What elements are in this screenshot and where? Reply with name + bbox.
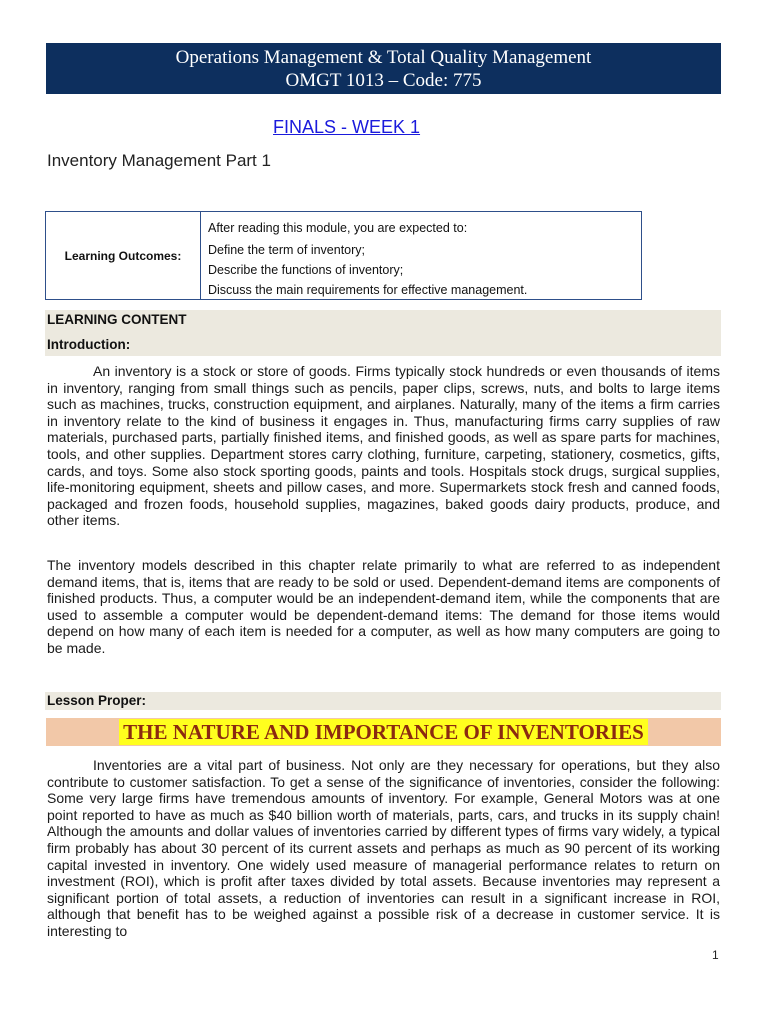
module-subtitle: Inventory Management Part 1 [47, 151, 271, 170]
introduction-paragraph: An inventory is a stock or store of goods. Firms typically stock hundreds or even thousands of items in inventory, ranging from small things such as pencils, paper clips, screws, nuts, and bolts to large items such as machines, trucks, construction equipment, and airplanes. Naturally, many of the items a firm carries in inventory relate to the kind of business it engages in. Thus, manufacturing firms carry supplies of raw materials, purchased parts, partially finished items, and finished goods, as well as spare parts for machines, tools, and other supplies. Department stores carry clothing, furniture, carpeting, stationery, cosmetics, gifts, cards, and toys. Some also stock sporting goods, paints and tools. Hospitals stock drugs, surgical supplies, life-monitoring equipment, sheets and pillow cases, and more. Supermarkets stock fresh and canned foods, packaged and frozen foods, household supplies, magazines, baked goods dairy products, produce, and other items. [47, 363, 720, 529]
finals-week-link[interactable]: FINALS - WEEK 1 [273, 117, 421, 137]
lesson-paragraph: Inventories are a vital part of business. Not only are they necessary for operations, but they also contribute to customer satisfaction. To get a sense of the significance of inventories, consider the following: Some very large firms have tremendous amounts of inventory. For example, General Motors was at one point reported to have as much as $40 billion worth of materials, parts, cars, and trucks in its supply chain! Although the amounts and dollar values of inventories carried by different types of firms vary widely, a typical firm probably has about 30 percent of its current assets and perhaps as much as 90 percent of its working capital invested in inventory. One widely used measure of managerial performance relates to return on investment (ROI), which is profit after taxes divided by total assets. Because inventories may represent a significant portion of total assets, a reduction of inventories can result in a significant increase in ROI, although that benefit has to be weighed against a possible risk of a decrease in customer service. It is interesting to [47, 757, 720, 939]
learning-outcome-item: Define the term of inventory; [208, 243, 366, 257]
course-header [46, 43, 721, 94]
section-title-band [46, 718, 721, 746]
course-code: OMGT 1013 – Code: 775 [285, 70, 482, 91]
lesson-proper-heading: Lesson Proper: [45, 692, 721, 710]
learning-outcome-item: Discuss the main requirements for effective management. [208, 283, 528, 297]
section-title: THE NATURE AND IMPORTANCE OF INVENTORIES [119, 719, 648, 745]
introduction-heading: Introduction: [45, 334, 721, 356]
introduction-paragraph: The inventory models described in this chapter relate primarily to what are referred to as independent demand items, that is, items that are ready to be sold or used. Dependent-demand items are components of finished products. Thus, a computer would be an independent-demand item, while the components that are used to assemble a computer would be dependent-demand items: The demand for those items would depend on how many of each item is needed for a computer, as well as how many computers are going to be made. [47, 557, 720, 656]
learning-outcomes-label: Learning Outcomes: [46, 212, 201, 299]
course-title: Operations Management & Total Quality Management [175, 47, 592, 68]
learning-outcomes-body [201, 212, 527, 299]
learning-content-heading: LEARNING CONTENT [45, 310, 721, 334]
learning-outcomes-intro: After reading this module, you are expected to: [208, 221, 468, 235]
learning-outcome-item: Describe the functions of inventory; [208, 263, 404, 277]
page-number: 1 [712, 948, 719, 962]
learning-outcomes-table [45, 211, 642, 300]
